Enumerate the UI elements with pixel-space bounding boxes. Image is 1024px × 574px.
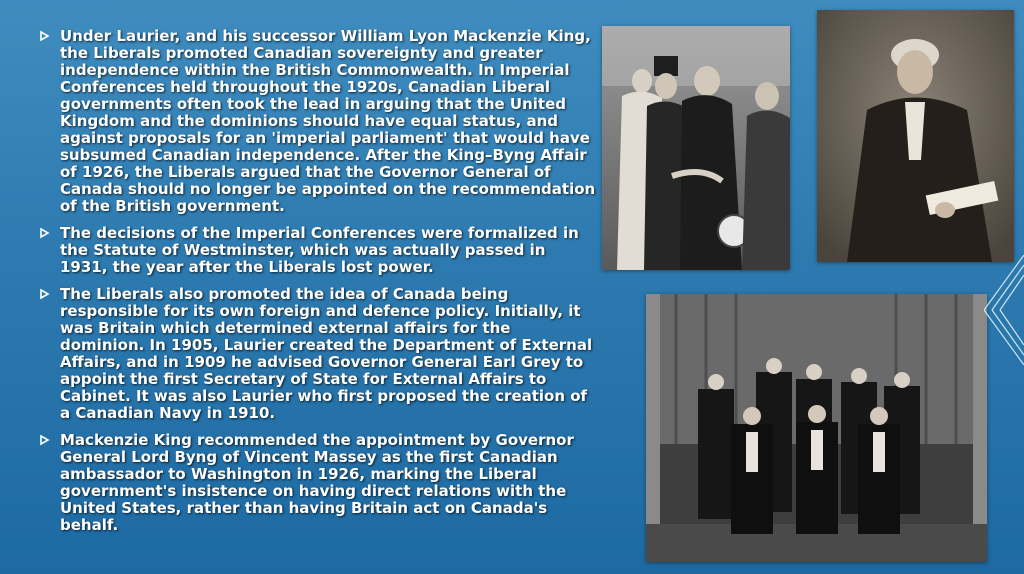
bullet-text: Mackenzie King recommended the appointment by Governor General Lord Byng of Vincent Massey as the first Canadian ambassador to Washington in 1926, marking the Liberal government's insistence on having direct relations with the United States, rather than having Britain act on Canada's behalf.: [60, 431, 574, 534]
bullet-item: [38, 432, 598, 534]
handshake-photo: [602, 26, 790, 270]
triangle-right-icon: [38, 30, 50, 42]
corner-decoration: [984, 255, 1024, 365]
bullet-text: Under Laurier, and his successor William Lyon Mackenzie King, the Liberals promoted Canadian sovereignty and greater independence within the British Commonwealth. In Imperial Conferences held throughout the 1920s, Canadian Liberal governments often took the lead in arguing that the United Kingdom and the dominions should have equal status, and against proposals for an 'imperial parliament' that would have subsumed Canadian independence. After the King–Byng Affair of 1926, the Liberals argued that the Governor General of Canada should no longer be appointed on the recommendation of the British government.: [60, 27, 596, 215]
group-photo: [646, 294, 987, 562]
triangle-right-icon: [38, 227, 50, 239]
bullet-item: [38, 28, 598, 215]
triangle-right-icon: [38, 434, 50, 446]
bullet-list: [38, 28, 598, 544]
bullet-item: [38, 225, 598, 276]
bullet-item: [38, 286, 598, 422]
triangle-right-icon: [38, 288, 50, 300]
bullet-text: The decisions of the Imperial Conferences were formalized in the Statute of Westminster, which was actually passed in 1931, the year after the Liberals lost power.: [60, 224, 579, 276]
portrait-photo: [817, 10, 1014, 262]
bullet-text: The Liberals also promoted the idea of Canada being responsible for its own foreign and defence policy. Initially, it was Britain which determined external affairs for the dominion. In 1905, Laurier created the Department of External Affairs, and in 1909 he advised Governor General Earl Grey to appoint the first Secretary of State for External Affairs to Cabinet. It was also Laurier who first proposed the creation of a Canadian Navy in 1910.: [60, 285, 593, 422]
